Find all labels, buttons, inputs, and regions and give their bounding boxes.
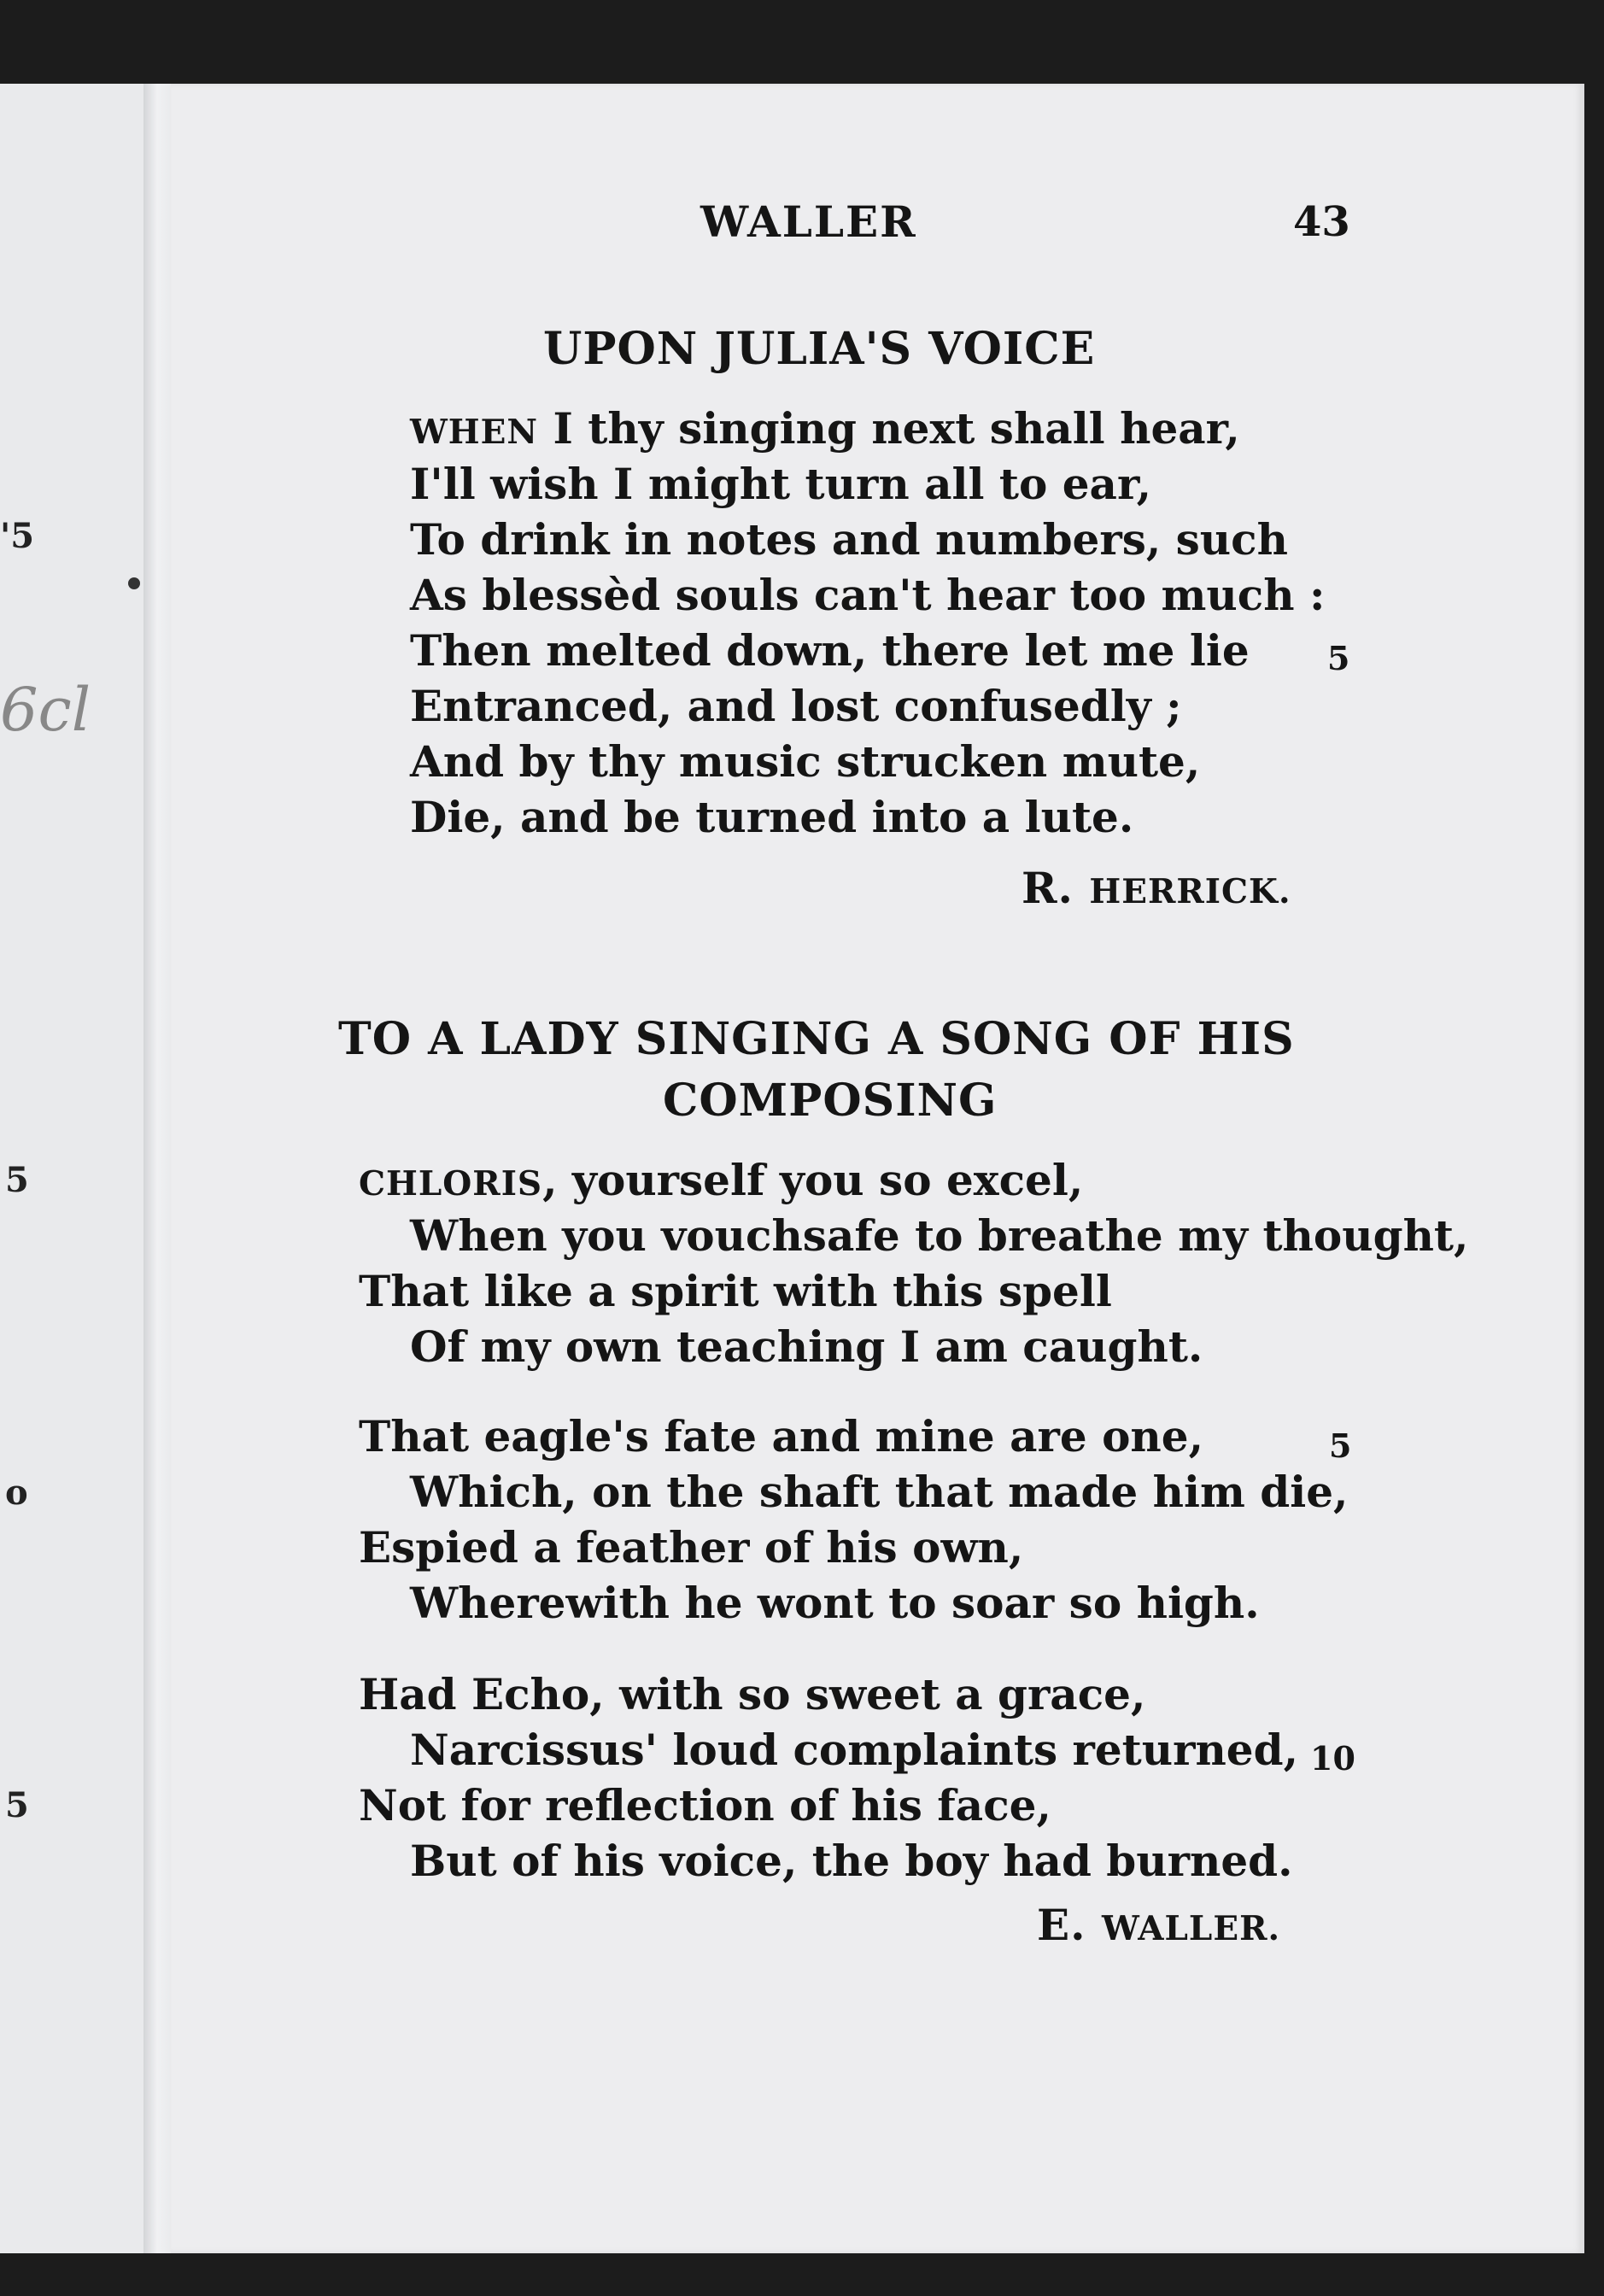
poem-line: Entranced, and lost confusedly ; — [410, 681, 1182, 731]
page-number: 43 — [1293, 198, 1350, 246]
poem-line — [410, 403, 1240, 454]
poem-line: Which, on the shaft that made him die, — [410, 1467, 1349, 1517]
attribution-name: WALLER. — [1101, 1909, 1281, 1948]
line-text: , yourself you so excel, — [542, 1155, 1084, 1205]
poem-line: Not for reflection of his face, — [359, 1780, 1051, 1830]
line-text: I thy singing next shall hear, — [538, 403, 1240, 454]
small-caps-word: CHLORIS — [359, 1164, 543, 1204]
left-page-fragment: 5 — [5, 1785, 29, 1825]
poem-line: When you vouchsafe to breathe my thought, — [410, 1210, 1469, 1261]
poem-line: To drink in notes and numbers, such — [410, 514, 1288, 565]
poem-line: That like a spirit with this spell — [359, 1266, 1112, 1316]
poem-line: Die, and be turned into a lute. — [410, 792, 1134, 842]
poem-line: Wherewith he wont to soar so high. — [410, 1578, 1260, 1628]
attribution — [1037, 1900, 1280, 1950]
attribution-initial: E. — [1037, 1900, 1102, 1950]
poem-line: I'll wish I might turn all to ear, — [410, 459, 1152, 509]
poem-line: That eagle's fate and mine are one, — [359, 1411, 1203, 1461]
poem-line: Narcissus' loud complaints returned, — [410, 1725, 1298, 1775]
attribution-initial: R. — [1022, 863, 1090, 913]
poem-line: Of my own teaching I am caught. — [410, 1321, 1203, 1372]
attribution — [1022, 863, 1291, 913]
left-page-fragment: 5 — [5, 1160, 29, 1200]
poem-line: Then melted down, there let me lie — [410, 625, 1250, 676]
poem-line: As blessèd souls can't hear too much : — [410, 570, 1326, 620]
line-number: 5 — [1327, 639, 1350, 677]
left-page-fragment: '5 — [0, 516, 35, 556]
left-page-handwriting: 6cl — [0, 675, 91, 745]
left-page-fragment: o — [5, 1473, 28, 1513]
attribution-name: HERRICK. — [1089, 872, 1291, 911]
poem-title: UPON JULIA'S VOICE — [543, 323, 1096, 375]
poem-title-continued: COMPOSING — [663, 1075, 998, 1127]
poem-line: Had Echo, with so sweet a grace, — [359, 1669, 1146, 1719]
line-number: 5 — [1329, 1426, 1352, 1465]
running-title: WALLER — [700, 196, 917, 247]
poem-line: And by thy music strucken mute, — [410, 736, 1201, 787]
small-caps-word: WHEN — [410, 413, 539, 452]
line-number: 10 — [1310, 1739, 1355, 1778]
poem-line — [359, 1155, 1083, 1205]
poem-line: Espied a feather of his own, — [359, 1522, 1024, 1573]
poem-title: TO A LADY SINGING A SONG OF HIS — [338, 1013, 1295, 1065]
ink-spot — [128, 577, 140, 589]
poem-line: But of his voice, the boy had burned. — [410, 1836, 1293, 1886]
